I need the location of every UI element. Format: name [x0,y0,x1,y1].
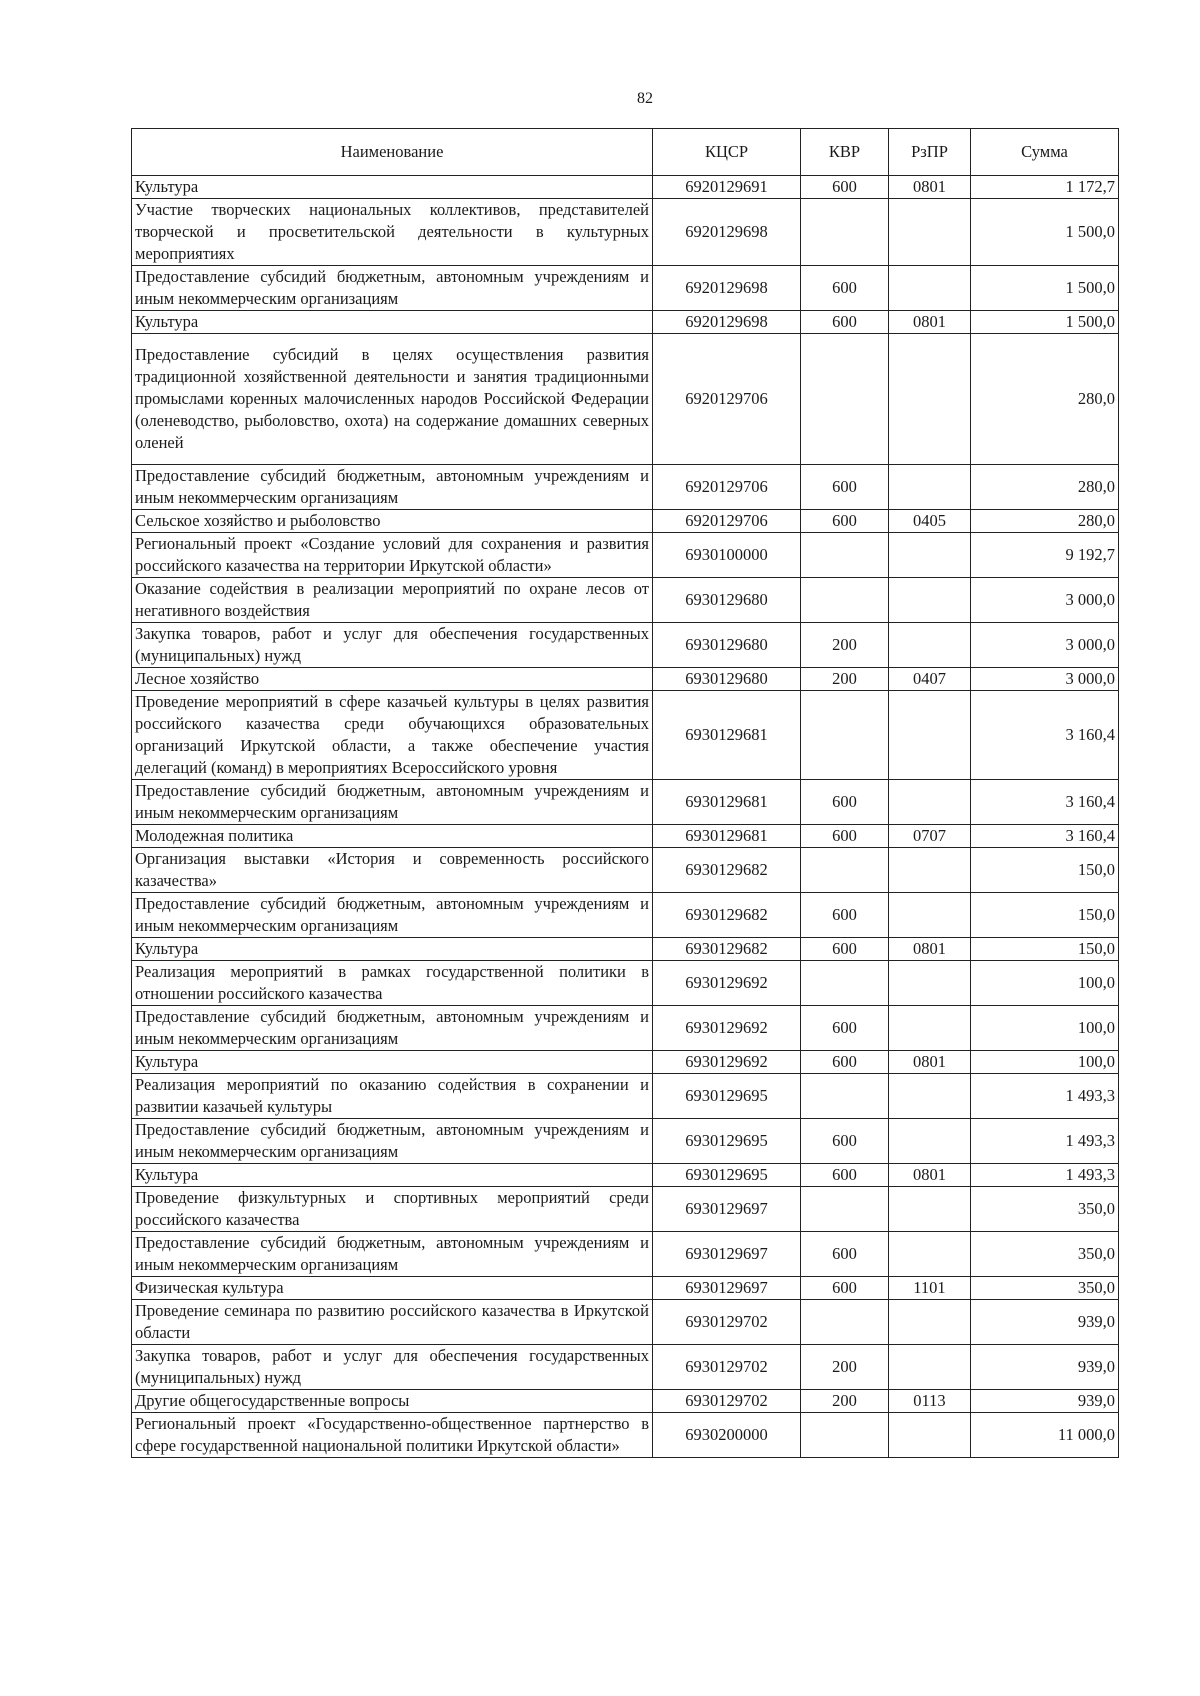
cell-sum: 1 500,0 [971,266,1119,311]
cell-kcsr: 6930129680 [653,668,801,691]
cell-kvr: 600 [801,510,889,533]
cell-kvr: 600 [801,465,889,510]
table-row [132,266,1119,311]
table-row [132,1413,1119,1458]
cell-name: Предоставление субсидий в целях осуществления развития традиционной хозяйственной деятельности и занятия традиционными промыслами коренных малочисленных народов Российской Федерации (оленеводство, рыболовство, охота) на содержание домашних северных оленей [132,334,653,465]
cell-kcsr: 6930200000 [653,1413,801,1458]
table-row [132,1164,1119,1187]
table-row [132,961,1119,1006]
table-row [132,510,1119,533]
cell-sum: 3 160,4 [971,780,1119,825]
column-header-rzpr: РзПР [889,129,971,176]
cell-sum: 280,0 [971,334,1119,465]
cell-rzpr [889,780,971,825]
cell-kvr: 600 [801,311,889,334]
table-row [132,938,1119,961]
cell-rzpr [889,199,971,266]
cell-rzpr [889,533,971,578]
cell-sum: 3 000,0 [971,623,1119,668]
cell-name: Закупка товаров, работ и услуг для обеспечения государственных (муниципальных) нужд [132,623,653,668]
table-row [132,1187,1119,1232]
cell-name: Молодежная политика [132,825,653,848]
cell-kvr: 600 [801,780,889,825]
cell-rzpr: 0407 [889,668,971,691]
cell-sum: 100,0 [971,1051,1119,1074]
cell-kvr [801,1413,889,1458]
cell-sum: 3 160,4 [971,691,1119,780]
cell-kvr [801,848,889,893]
cell-sum: 939,0 [971,1300,1119,1345]
cell-rzpr: 0405 [889,510,971,533]
cell-kvr [801,1300,889,1345]
cell-kvr: 600 [801,893,889,938]
cell-kcsr: 6920129691 [653,176,801,199]
cell-sum: 350,0 [971,1277,1119,1300]
table-row [132,1074,1119,1119]
table-row [132,780,1119,825]
cell-name: Культура [132,1164,653,1187]
cell-sum: 350,0 [971,1187,1119,1232]
table-row [132,1051,1119,1074]
cell-rzpr [889,691,971,780]
cell-name: Проведение мероприятий в сфере казачьей культуры в целях развития российского казачества среди обучающихся образовательных организаций Иркутской области, а также обеспечение участия делегаций (команд) в мероприятиях Всероссийского уровня [132,691,653,780]
cell-name: Культура [132,311,653,334]
cell-kvr [801,1074,889,1119]
cell-name: Организация выставки «История и современность российского казачества» [132,848,653,893]
cell-sum: 280,0 [971,465,1119,510]
cell-sum: 1 500,0 [971,199,1119,266]
cell-name: Культура [132,176,653,199]
cell-kvr: 600 [801,1051,889,1074]
cell-kvr: 600 [801,176,889,199]
table-row [132,1232,1119,1277]
table-row [132,533,1119,578]
cell-kcsr: 6930129692 [653,1006,801,1051]
cell-sum: 3 160,4 [971,825,1119,848]
table-row [132,1119,1119,1164]
cell-kcsr: 6930129697 [653,1187,801,1232]
table-row [132,623,1119,668]
cell-rzpr [889,1187,971,1232]
cell-name: Реализация мероприятий по оказанию содействия в сохранении и развитии казачьей культуры [132,1074,653,1119]
cell-rzpr: 0801 [889,311,971,334]
table-row [132,578,1119,623]
cell-rzpr: 0113 [889,1390,971,1413]
cell-rzpr [889,848,971,893]
cell-kcsr: 6920129706 [653,334,801,465]
cell-sum: 11 000,0 [971,1413,1119,1458]
cell-sum: 100,0 [971,1006,1119,1051]
cell-kvr: 200 [801,668,889,691]
cell-rzpr [889,961,971,1006]
cell-rzpr: 0801 [889,176,971,199]
cell-rzpr [889,465,971,510]
cell-kcsr: 6930129697 [653,1277,801,1300]
cell-rzpr [889,334,971,465]
cell-kcsr: 6920129706 [653,465,801,510]
cell-kcsr: 6930129682 [653,893,801,938]
cell-kvr: 600 [801,1119,889,1164]
table-row [132,893,1119,938]
cell-sum: 1 493,3 [971,1119,1119,1164]
cell-rzpr: 1101 [889,1277,971,1300]
cell-kcsr: 6930129682 [653,848,801,893]
cell-sum: 9 192,7 [971,533,1119,578]
cell-kcsr: 6920129698 [653,266,801,311]
cell-name: Культура [132,1051,653,1074]
cell-name: Предоставление субсидий бюджетным, автономным учреждениям и иным некоммерческим организациям [132,465,653,510]
cell-kvr: 200 [801,1390,889,1413]
table-row [132,1277,1119,1300]
cell-name: Физическая культура [132,1277,653,1300]
cell-rzpr [889,1119,971,1164]
table-row [132,176,1119,199]
cell-rzpr [889,1232,971,1277]
column-header-kcsr: КЦСР [653,129,801,176]
cell-name: Предоставление субсидий бюджетным, автономным учреждениям и иным некоммерческим организациям [132,893,653,938]
cell-kcsr: 6930129695 [653,1164,801,1187]
cell-name: Предоставление субсидий бюджетным, автономным учреждениям и иным некоммерческим организациям [132,780,653,825]
cell-sum: 3 000,0 [971,668,1119,691]
cell-rzpr [889,623,971,668]
cell-rzpr [889,1300,971,1345]
cell-sum: 1 500,0 [971,311,1119,334]
cell-sum: 1 493,3 [971,1164,1119,1187]
column-header-name: Наименование [132,129,653,176]
cell-kvr: 600 [801,1006,889,1051]
cell-kcsr: 6930129692 [653,1051,801,1074]
table-row [132,668,1119,691]
cell-kcsr: 6920129698 [653,311,801,334]
cell-kcsr: 6930129682 [653,938,801,961]
cell-rzpr [889,1345,971,1390]
column-header-sum: Сумма [971,129,1119,176]
table-row [132,1390,1119,1413]
cell-kcsr: 6930129680 [653,578,801,623]
cell-kcsr: 6930129692 [653,961,801,1006]
cell-rzpr [889,1006,971,1051]
table-row [132,311,1119,334]
cell-name: Оказание содействия в реализации мероприятий по охране лесов от негативного воздействия [132,578,653,623]
cell-name: Лесное хозяйство [132,668,653,691]
cell-name: Другие общегосударственные вопросы [132,1390,653,1413]
cell-kvr: 200 [801,1345,889,1390]
cell-kcsr: 6930129680 [653,623,801,668]
cell-name: Закупка товаров, работ и услуг для обеспечения государственных (муниципальных) нужд [132,1345,653,1390]
cell-name: Участие творческих национальных коллективов, представителей творческой и просветительской деятельности в культурных мероприятиях [132,199,653,266]
table-row [132,1006,1119,1051]
cell-sum: 150,0 [971,848,1119,893]
cell-kvr [801,961,889,1006]
cell-kvr [801,691,889,780]
cell-kvr: 600 [801,1232,889,1277]
cell-kvr [801,199,889,266]
table-body [132,176,1119,1458]
table-row [132,825,1119,848]
cell-name: Предоставление субсидий бюджетным, автономным учреждениям и иным некоммерческим организациям [132,1232,653,1277]
cell-sum: 150,0 [971,893,1119,938]
cell-sum: 3 000,0 [971,578,1119,623]
cell-name: Сельское хозяйство и рыболовство [132,510,653,533]
table-header-row [132,129,1119,176]
cell-kvr: 600 [801,825,889,848]
cell-kvr: 600 [801,1277,889,1300]
cell-sum: 1 172,7 [971,176,1119,199]
cell-kcsr: 6930129697 [653,1232,801,1277]
cell-kcsr: 6930100000 [653,533,801,578]
cell-rzpr [889,1413,971,1458]
cell-name: Региональный проект «Государственно-общественное партнерство в сфере государственной национальной политики Иркутской области» [132,1413,653,1458]
cell-name: Реализация мероприятий в рамках государственной политики в отношении российского казачества [132,961,653,1006]
cell-sum: 350,0 [971,1232,1119,1277]
cell-name: Региональный проект «Создание условий для сохранения и развития российского казачества на территории Иркутской области» [132,533,653,578]
cell-rzpr: 0801 [889,938,971,961]
table-row [132,691,1119,780]
cell-sum: 1 493,3 [971,1074,1119,1119]
table-row [132,848,1119,893]
cell-kcsr: 6930129681 [653,825,801,848]
cell-name: Проведение семинара по развитию российского казачества в Иркутской области [132,1300,653,1345]
cell-sum: 280,0 [971,510,1119,533]
cell-kcsr: 6920129698 [653,199,801,266]
cell-name: Проведение физкультурных и спортивных мероприятий среди российского казачества [132,1187,653,1232]
cell-rzpr: 0801 [889,1164,971,1187]
table-row [132,199,1119,266]
cell-kcsr: 6930129702 [653,1390,801,1413]
cell-kcsr: 6930129695 [653,1119,801,1164]
table-row [132,465,1119,510]
cell-kcsr: 6930129695 [653,1074,801,1119]
budget-table [131,128,1119,1458]
cell-kcsr: 6930129681 [653,691,801,780]
cell-name: Предоставление субсидий бюджетным, автономным учреждениям и иным некоммерческим организациям [132,1119,653,1164]
cell-rzpr: 0801 [889,1051,971,1074]
cell-kcsr: 6920129706 [653,510,801,533]
cell-rzpr [889,578,971,623]
cell-rzpr [889,1074,971,1119]
cell-kcsr: 6930129702 [653,1345,801,1390]
cell-name: Предоставление субсидий бюджетным, автономным учреждениям и иным некоммерческим организациям [132,266,653,311]
cell-kvr: 600 [801,938,889,961]
cell-kvr [801,1187,889,1232]
cell-kvr: 600 [801,266,889,311]
column-header-kvr: КВР [801,129,889,176]
table-row [132,1300,1119,1345]
cell-rzpr: 0707 [889,825,971,848]
table-row [132,1345,1119,1390]
cell-sum: 150,0 [971,938,1119,961]
cell-kcsr: 6930129702 [653,1300,801,1345]
cell-name: Культура [132,938,653,961]
cell-rzpr [889,893,971,938]
cell-kvr [801,334,889,465]
cell-kvr: 600 [801,1164,889,1187]
cell-kvr [801,578,889,623]
cell-kvr: 200 [801,623,889,668]
cell-sum: 939,0 [971,1345,1119,1390]
table-row [132,334,1119,465]
cell-rzpr [889,266,971,311]
cell-sum: 100,0 [971,961,1119,1006]
page-number: 82 [637,90,653,107]
cell-kvr [801,533,889,578]
cell-kcsr: 6930129681 [653,780,801,825]
cell-sum: 939,0 [971,1390,1119,1413]
cell-name: Предоставление субсидий бюджетным, автономным учреждениям и иным некоммерческим организациям [132,1006,653,1051]
